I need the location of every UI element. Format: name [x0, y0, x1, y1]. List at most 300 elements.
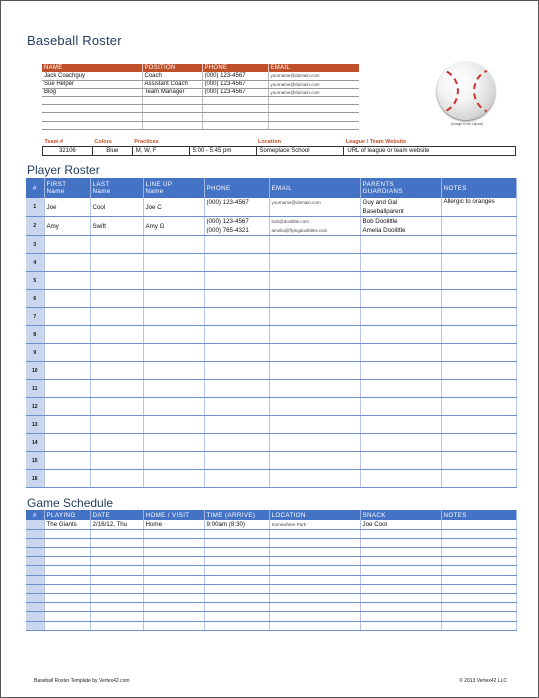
schedule-cell	[360, 557, 441, 566]
player-phone	[204, 380, 269, 398]
schedule-cell	[26, 529, 44, 538]
schedule-cell	[441, 548, 516, 557]
player-last	[90, 236, 143, 254]
schedule-cell	[26, 520, 44, 529]
table-row	[26, 217, 516, 236]
schedule-header-cell: PLAYING	[44, 510, 90, 520]
player-parents	[360, 434, 441, 452]
schedule-cell	[441, 557, 516, 566]
schedule-cell	[360, 603, 441, 612]
player-first	[44, 380, 90, 398]
player-notes	[441, 452, 516, 470]
table-row	[26, 362, 516, 380]
table-row	[26, 308, 516, 326]
player-notes	[441, 272, 516, 290]
staff-cell: yourname@domain.com	[268, 88, 359, 96]
player-first	[44, 416, 90, 434]
player-notes	[441, 380, 516, 398]
schedule-cell	[44, 603, 90, 612]
header-parents: PARENTS GUARDIANS	[360, 178, 441, 198]
staff-cell	[42, 97, 142, 105]
game-schedule-table	[26, 510, 517, 631]
schedule-cell	[26, 548, 44, 557]
schedule-cell	[44, 584, 90, 593]
schedule-cell	[441, 603, 516, 612]
player-first	[44, 254, 90, 272]
schedule-cell	[44, 612, 90, 621]
staff-cell: Blog	[42, 88, 142, 96]
player-lineup	[143, 416, 204, 434]
player-lineup	[143, 452, 204, 470]
schedule-cell	[143, 566, 204, 575]
schedule-cell	[441, 566, 516, 575]
row-number: 11	[26, 380, 44, 398]
schedule-cell	[204, 603, 269, 612]
row-number: 14	[26, 434, 44, 452]
table-row	[26, 434, 516, 452]
player-roster-heading: Player Roster	[27, 163, 100, 177]
schedule-cell	[90, 584, 143, 593]
player-parents	[360, 470, 441, 488]
footer-copyright: © 2013 Vertex42 LLC	[459, 678, 507, 684]
player-first	[44, 470, 90, 488]
schedule-cell	[360, 538, 441, 547]
header-num: #	[26, 178, 44, 198]
schedule-cell	[143, 538, 204, 547]
staff-cell: Coach	[142, 72, 202, 80]
schedule-cell	[44, 575, 90, 584]
team-value-cell: Blue	[92, 146, 132, 155]
page-title: Baseball Roster	[27, 33, 122, 48]
schedule-cell	[90, 538, 143, 547]
player-notes	[441, 254, 516, 272]
schedule-cell	[441, 538, 516, 547]
player-email	[269, 398, 360, 416]
player-first	[44, 362, 90, 380]
schedule-cell	[204, 575, 269, 584]
player-lineup	[143, 344, 204, 362]
table-row	[26, 380, 516, 398]
player-first	[44, 434, 90, 452]
player-first	[44, 452, 90, 470]
team-header-cell: League / Team Website	[345, 138, 407, 145]
player-email	[269, 470, 360, 488]
player-phone	[204, 434, 269, 452]
player-email	[269, 198, 360, 217]
staff-row	[42, 80, 359, 88]
staff-header-cell: PHONE	[202, 64, 268, 72]
staff-header-cell: NAME	[42, 64, 142, 72]
player-phone	[204, 236, 269, 254]
player-notes	[441, 470, 516, 488]
player-last	[90, 254, 143, 272]
player-email	[269, 434, 360, 452]
schedule-cell	[269, 621, 360, 630]
player-parents	[360, 290, 441, 308]
staff-cell	[202, 121, 268, 129]
player-notes	[441, 434, 516, 452]
schedule-cell	[90, 612, 143, 621]
schedule-cell	[204, 529, 269, 538]
schedule-cell	[44, 529, 90, 538]
player-email	[269, 290, 360, 308]
schedule-cell	[44, 594, 90, 603]
schedule-cell	[269, 594, 360, 603]
header-last: LAST Name	[90, 178, 143, 198]
player-parents	[360, 198, 441, 217]
player-parents	[360, 326, 441, 344]
schedule-cell	[204, 621, 269, 630]
schedule-cell	[269, 529, 360, 538]
staff-row	[42, 105, 359, 113]
schedule-cell	[204, 612, 269, 621]
schedule-header-cell: DATE	[90, 510, 143, 520]
staff-cell: yourname@domain.com	[268, 80, 359, 88]
player-lineup	[143, 398, 204, 416]
staff-cell	[142, 97, 202, 105]
schedule-header-cell: SNACK	[360, 510, 441, 520]
player-lineup	[143, 290, 204, 308]
player-notes	[441, 326, 516, 344]
schedule-cell	[44, 566, 90, 575]
schedule-header-cell: LOCATION	[269, 510, 360, 520]
player-notes: Allergic to oranges	[441, 198, 516, 217]
staff-cell	[142, 113, 202, 121]
player-email	[269, 236, 360, 254]
player-email	[269, 344, 360, 362]
schedule-cell	[360, 566, 441, 575]
schedule-header-cell: HOME / VISIT	[143, 510, 204, 520]
staff-row	[42, 97, 359, 105]
player-email	[269, 254, 360, 272]
player-phone	[204, 416, 269, 434]
schedule-cell	[90, 621, 143, 630]
table-row	[26, 236, 516, 254]
row-number: 9	[26, 344, 44, 362]
team-header-cell: Practices	[134, 138, 159, 145]
team-header-cell: Location	[258, 138, 281, 145]
table-row	[26, 254, 516, 272]
schedule-cell	[90, 557, 143, 566]
player-parents-line: Amelia Doolittle	[362, 227, 406, 234]
player-first	[44, 290, 90, 308]
team-value-cell: 5:00 - 5:45 pm	[189, 146, 256, 155]
schedule-cell	[360, 575, 441, 584]
schedule-cell	[360, 548, 441, 557]
schedule-cell	[44, 538, 90, 547]
player-email-line: yourname@domain.com	[271, 200, 321, 205]
staff-cell: (000) 123-4567	[202, 72, 268, 80]
schedule-cell	[204, 566, 269, 575]
player-phone	[204, 362, 269, 380]
player-notes	[441, 362, 516, 380]
player-last	[90, 290, 143, 308]
table-row	[26, 557, 516, 566]
staff-cell	[268, 121, 359, 129]
schedule-cell	[90, 548, 143, 557]
player-parents	[360, 236, 441, 254]
player-lineup	[143, 308, 204, 326]
player-roster-table	[26, 178, 517, 488]
team-value-cell: Someplace School	[256, 146, 344, 155]
table-row	[26, 603, 516, 612]
player-email	[269, 217, 360, 236]
team-value-cell: M, W, F	[132, 146, 189, 155]
schedule-header-cell: NOTES	[441, 510, 516, 520]
header-first: FIRST Name	[44, 178, 90, 198]
schedule-cell	[143, 612, 204, 621]
player-last	[90, 326, 143, 344]
player-last	[90, 308, 143, 326]
player-lineup	[143, 434, 204, 452]
table-row	[26, 452, 516, 470]
player-notes	[441, 344, 516, 362]
player-phone	[204, 290, 269, 308]
schedule-cell	[269, 557, 360, 566]
team-header-cell: Colors	[94, 138, 112, 145]
table-row	[26, 398, 516, 416]
schedule-header-cell: #	[26, 510, 44, 520]
schedule-cell	[26, 612, 44, 621]
player-notes	[441, 290, 516, 308]
staff-cell	[268, 105, 359, 113]
player-lineup	[143, 362, 204, 380]
player-lineup	[143, 272, 204, 290]
schedule-cell	[26, 566, 44, 575]
table-row	[26, 529, 516, 538]
staff-row	[42, 113, 359, 121]
player-parents	[360, 398, 441, 416]
player-phone	[204, 198, 269, 217]
staff-cell	[202, 105, 268, 113]
header-phone: PHONE	[204, 178, 269, 198]
table-row	[26, 344, 516, 362]
player-notes	[441, 398, 516, 416]
player-lineup: Amy G	[143, 217, 204, 236]
schedule-cell	[143, 575, 204, 584]
table-row	[26, 584, 516, 593]
schedule-cell	[90, 566, 143, 575]
header-lineup: LINE UP Name	[143, 178, 204, 198]
schedule-cell	[204, 548, 269, 557]
staff-cell: yourname@domain.com	[268, 72, 359, 80]
schedule-cell	[360, 612, 441, 621]
schedule-cell	[269, 538, 360, 547]
schedule-cell	[26, 603, 44, 612]
team-value-cell: URL of league or team website	[344, 146, 516, 155]
schedule-cell	[269, 566, 360, 575]
table-row	[26, 594, 516, 603]
player-last	[90, 434, 143, 452]
player-notes	[441, 308, 516, 326]
row-number: 1	[26, 198, 44, 217]
player-last	[90, 470, 143, 488]
schedule-cell: Joe Cool	[360, 520, 441, 529]
player-first: Amy	[44, 217, 90, 236]
player-last	[90, 362, 143, 380]
player-lineup: Joe C	[143, 198, 204, 217]
schedule-cell	[26, 594, 44, 603]
row-number: 6	[26, 290, 44, 308]
player-first	[44, 308, 90, 326]
staff-cell	[42, 105, 142, 113]
player-first	[44, 326, 90, 344]
schedule-cell	[143, 621, 204, 630]
schedule-cell	[204, 538, 269, 547]
table-row	[26, 416, 516, 434]
row-number: 13	[26, 416, 44, 434]
schedule-cell	[360, 594, 441, 603]
row-number: 15	[26, 452, 44, 470]
player-last	[90, 416, 143, 434]
player-phone	[204, 470, 269, 488]
player-phone	[204, 326, 269, 344]
baseball-image	[437, 62, 495, 120]
player-parents	[360, 272, 441, 290]
staff-cell: Team Manager	[142, 88, 202, 96]
schedule-cell	[360, 584, 441, 593]
player-parents-line: Baseballparent	[362, 208, 404, 215]
player-lineup	[143, 236, 204, 254]
schedule-cell	[360, 529, 441, 538]
schedule-cell	[204, 557, 269, 566]
schedule-cell: Somewhere Park	[269, 520, 360, 529]
staff-cell	[42, 113, 142, 121]
schedule-cell	[269, 612, 360, 621]
player-last	[90, 452, 143, 470]
player-notes	[441, 217, 516, 236]
player-email	[269, 308, 360, 326]
staff-cell: (000) 123-4567	[202, 88, 268, 96]
schedule-cell	[26, 575, 44, 584]
row-number: 12	[26, 398, 44, 416]
table-row	[26, 520, 516, 529]
player-parents	[360, 217, 441, 236]
staff-row	[42, 88, 359, 96]
header-email: EMAIL	[269, 178, 360, 198]
player-first: Joe	[44, 198, 90, 217]
player-email	[269, 272, 360, 290]
table-row	[26, 198, 516, 217]
staff-cell	[202, 97, 268, 105]
staff-cell	[268, 113, 359, 121]
table-row	[26, 612, 516, 621]
table-row	[26, 538, 516, 547]
staff-header-cell: POSITION	[142, 64, 202, 72]
player-first	[44, 236, 90, 254]
row-number: 4	[26, 254, 44, 272]
staff-row	[42, 121, 359, 129]
schedule-cell	[143, 584, 204, 593]
schedule-cell: Home	[143, 520, 204, 529]
row-number: 16	[26, 470, 44, 488]
staff-cell	[42, 121, 142, 129]
staff-row	[42, 72, 359, 80]
player-phone	[204, 272, 269, 290]
schedule-cell	[204, 584, 269, 593]
table-row	[26, 470, 516, 488]
staff-cell	[142, 105, 202, 113]
player-email	[269, 326, 360, 344]
row-number: 7	[26, 308, 44, 326]
player-parents	[360, 416, 441, 434]
player-phone	[204, 217, 269, 236]
player-parents	[360, 362, 441, 380]
schedule-cell	[204, 594, 269, 603]
table-row	[26, 548, 516, 557]
player-email	[269, 416, 360, 434]
player-phone	[204, 254, 269, 272]
player-lineup	[143, 380, 204, 398]
schedule-cell	[269, 575, 360, 584]
team-value-cell: 32106	[43, 146, 93, 155]
staff-header-cell: EMAIL	[268, 64, 359, 72]
player-email	[269, 362, 360, 380]
player-email-line: amelia@flyingdoolittles.com	[271, 228, 328, 233]
schedule-cell: 2/16/12, Thu	[90, 520, 143, 529]
schedule-cell	[143, 529, 204, 538]
player-email	[269, 452, 360, 470]
schedule-cell	[90, 603, 143, 612]
player-phone-line: (000) 765-4321	[206, 227, 249, 234]
row-number: 10	[26, 362, 44, 380]
schedule-cell	[44, 548, 90, 557]
player-lineup	[143, 470, 204, 488]
staff-cell: Assistant Coach	[142, 80, 202, 88]
schedule-cell	[26, 621, 44, 630]
row-number: 8	[26, 326, 44, 344]
schedule-header-cell: TIME (ARRIVE)	[204, 510, 269, 520]
schedule-cell	[143, 548, 204, 557]
team-info-table	[42, 138, 516, 156]
schedule-cell	[441, 529, 516, 538]
table-row	[26, 575, 516, 584]
team-header-cell: Team #	[44, 138, 64, 145]
player-phone-line: (000) 123-4567	[206, 218, 249, 225]
player-parents	[360, 344, 441, 362]
player-first	[44, 272, 90, 290]
schedule-cell	[90, 529, 143, 538]
schedule-cell	[269, 584, 360, 593]
player-parents	[360, 452, 441, 470]
player-notes	[441, 236, 516, 254]
player-last	[90, 344, 143, 362]
schedule-cell	[90, 594, 143, 603]
player-email	[269, 380, 360, 398]
game-schedule-heading: Game Schedule	[27, 496, 114, 510]
schedule-cell	[143, 603, 204, 612]
player-lineup	[143, 326, 204, 344]
footer-template-credit: Baseball Roster Template by Vertex42.com	[34, 678, 130, 684]
schedule-cell	[26, 538, 44, 547]
player-parents	[360, 380, 441, 398]
player-last: Cool	[90, 198, 143, 217]
schedule-cell	[44, 557, 90, 566]
schedule-cell	[441, 584, 516, 593]
image-credit: (image from clipart)	[450, 122, 484, 126]
player-last	[90, 380, 143, 398]
schedule-cell	[269, 603, 360, 612]
table-row	[26, 621, 516, 630]
table-row	[26, 272, 516, 290]
team-header-cell	[189, 138, 256, 146]
table-row	[26, 566, 516, 575]
staff-cell	[268, 97, 359, 105]
row-number: 3	[26, 236, 44, 254]
staff-cell: Jack Coachguy	[42, 72, 142, 80]
player-lineup	[143, 254, 204, 272]
staff-cell: (000) 123-4567	[202, 80, 268, 88]
